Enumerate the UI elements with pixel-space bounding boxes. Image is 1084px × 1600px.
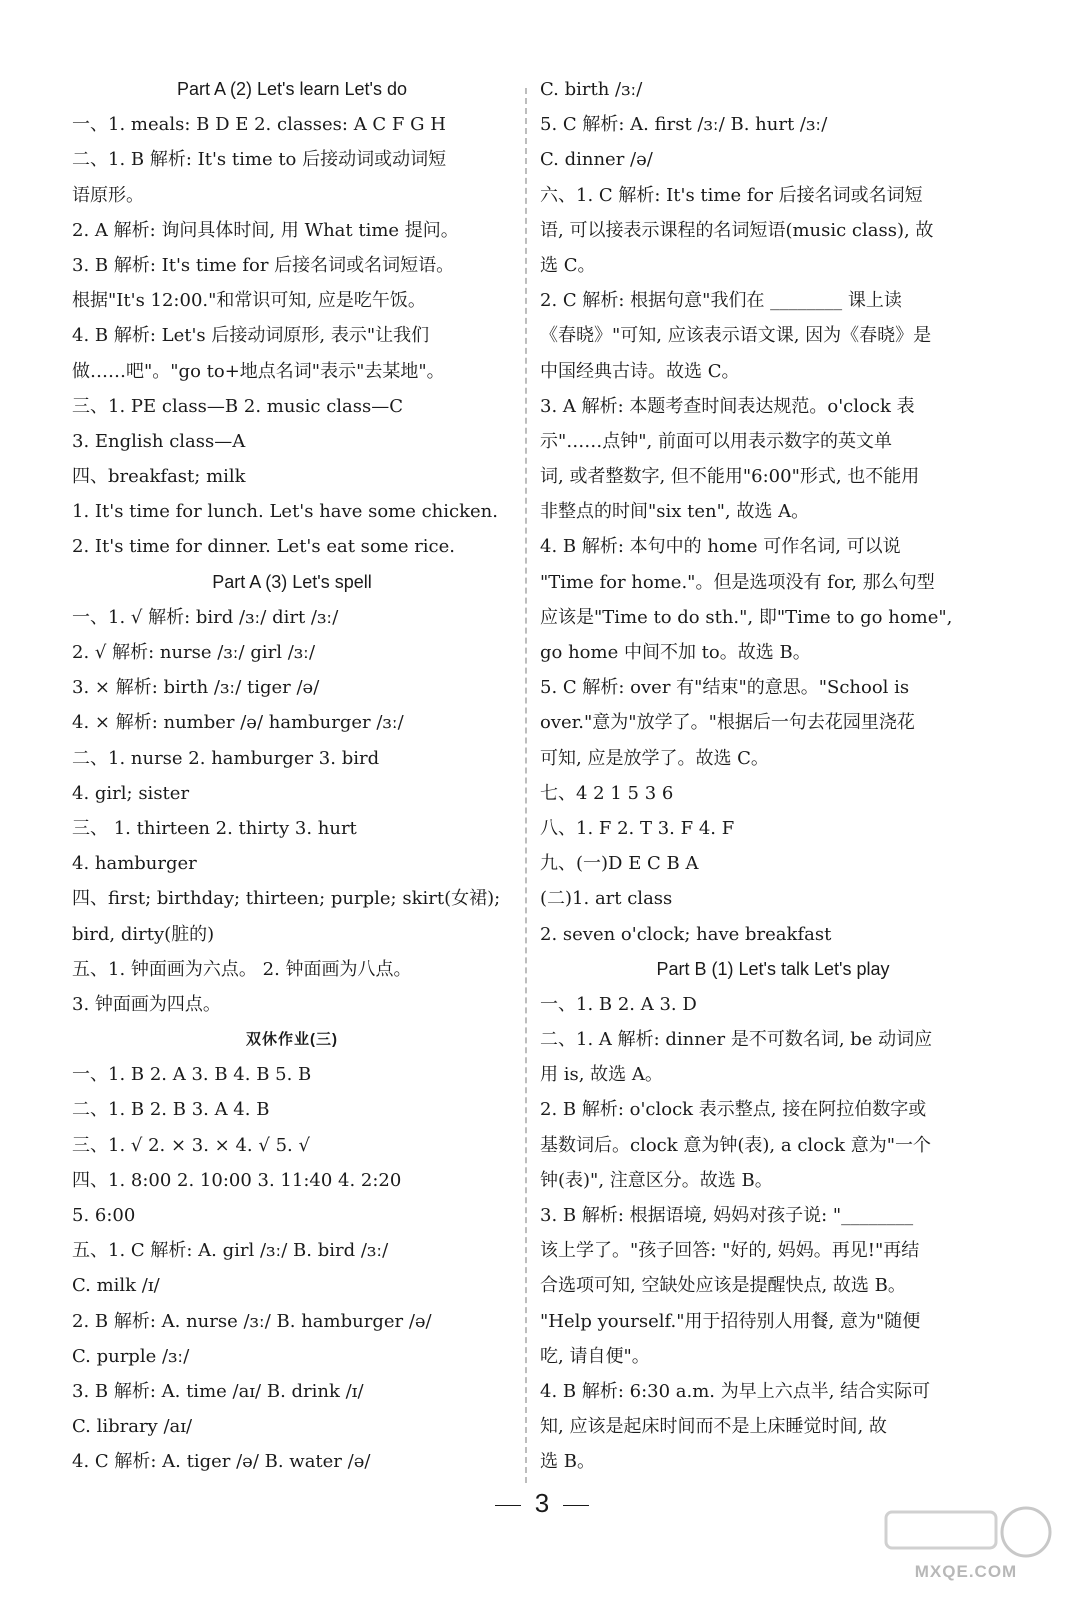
answer-line: go home 中间不加 to。故选 B。 xyxy=(540,642,811,663)
answer-line: 知, 应该是起床时间而不是上床睡觉时间, 故 xyxy=(540,1416,887,1438)
answer-line: 八、1. F 2. T 3. F 4. F xyxy=(540,817,735,839)
answer-line: 三、1. √ 2. × 3. × 4. √ 5. √ xyxy=(72,1134,310,1156)
left-column xyxy=(72,72,512,1480)
answer-line: C. purple /ɜː/ xyxy=(72,1345,190,1367)
answer-line: 应该是"Time to do sth.", 即"Time to go home", xyxy=(540,606,953,628)
answer-line: 选 B。 xyxy=(540,1451,595,1473)
right-column xyxy=(540,72,1006,1480)
answer-line: 七、4 2 1 5 3 6 xyxy=(540,782,674,804)
footer-dash-right xyxy=(563,1505,589,1506)
answer-line: bird, dirty(脏的) xyxy=(72,923,215,945)
answer-line: 3. 钟面画为四点。 xyxy=(72,993,221,1015)
answer-line: 2. It's time for dinner. Let's eat some rice. xyxy=(72,536,456,558)
answer-line: 4. B 解析: Let's 后接动词原形, 表示"让我们 xyxy=(72,325,430,347)
answer-line: 钟(表)", 注意区分。故选 B。 xyxy=(540,1169,773,1191)
answer-line: 三、 1. thirteen 2. thirty 3. hurt xyxy=(72,817,357,839)
answer-line: 四、breakfast; milk xyxy=(72,466,246,488)
answer-line: 3. B 解析: It's time for 后接名词或名词短语。 xyxy=(72,254,455,276)
answer-line: 五、1. 钟面画为六点。 2. 钟面画为八点。 xyxy=(72,958,412,980)
answer-line: 三、1. PE class—B 2. music class—C xyxy=(72,395,404,417)
answer-line: 选 C。 xyxy=(540,254,596,276)
answer-line: 3. A 解析: 本题考查时间表达规范。o'clock 表 xyxy=(540,395,915,417)
answer-line: 一、1. B 2. A 3. D xyxy=(540,993,697,1015)
answer-line: C. milk /ɪ/ xyxy=(72,1275,160,1297)
answer-line: 4. B 解析: 本句中的 home 可作名词, 可以说 xyxy=(540,536,901,558)
answer-line: 吃, 请自便"。 xyxy=(540,1345,650,1367)
answer-line: 4. C 解析: A. tiger /ə/ B. water /ə/ xyxy=(72,1451,371,1473)
answer-line: 四、1. 8:00 2. 10:00 3. 11:40 4. 2:20 xyxy=(72,1169,402,1191)
watermark-logo xyxy=(866,1502,1066,1582)
answer-line: C. dinner /ə/ xyxy=(540,149,653,171)
answer-line: 非整点的时间"six ten", 故选 A。 xyxy=(540,501,810,523)
answer-line: 一、1. √ 解析: bird /ɜː/ dirt /ɜː/ xyxy=(72,606,339,628)
answer-line: "Help yourself."用于招待别人用餐, 意为"随便 xyxy=(540,1310,921,1332)
answer-line: 3. × 解析: birth /ɜː/ tiger /ə/ xyxy=(72,677,320,699)
answer-line: (二)1. art class xyxy=(540,888,673,910)
answer-line: 一、1. B 2. A 3. B 4. B 5. B xyxy=(72,1064,312,1086)
answer-line: 二、1. A 解析: dinner 是不可数名词, be 动词应 xyxy=(540,1029,933,1051)
answer-line: 4. girl; sister xyxy=(72,782,190,804)
answer-line: 四、first; birthday; thirteen; purple; skirt(女裙); xyxy=(72,888,501,910)
answer-line: 根据"It's 12:00."和常识可知, 应是吃午饭。 xyxy=(72,290,426,312)
answer-line: 2. B 解析: o'clock 表示整点, 接在阿拉伯数字或 xyxy=(540,1099,927,1121)
answer-line: 二、1. B 2. B 3. A 4. B xyxy=(72,1099,270,1121)
answer-line: 做……吧"。"go to+地点名词"表示"去某地"。 xyxy=(72,360,445,382)
answer-line: 1. It's time for lunch. Let's have some chicken. xyxy=(72,501,498,523)
answer-line: 一、1. meals: B D E 2. classes: A C F G H xyxy=(72,114,446,136)
answer-line: 示"……点钟", 前面可以用表示数字的英文单 xyxy=(540,430,893,452)
answer-line: 2. √ 解析: nurse /ɜː/ girl /ɜː/ xyxy=(72,642,316,663)
answer-line: 2. B 解析: A. nurse /ɜː/ B. hamburger /ə/ xyxy=(72,1310,432,1332)
answer-line: 5. C 解析: A. first /ɜː/ B. hurt /ɜː/ xyxy=(540,114,828,136)
answer-line: 3. B 解析: 根据语境, 妈妈对孩子说: "________ xyxy=(540,1205,914,1226)
answer-line: over."意为"放学了。"根据后一句去花园里浇花 xyxy=(540,712,915,734)
answer-line: 该上学了。"孩子回答: "好的, 妈妈。再见!"再结 xyxy=(540,1240,920,1262)
answer-line: C. birth /ɜː/ xyxy=(540,79,643,100)
answer-line: 五、1. C 解析: A. girl /ɜː/ B. bird /ɜː/ xyxy=(72,1240,389,1262)
answer-line: 4. B 解析: 6:30 a.m. 为早上六点半, 结合实际可 xyxy=(540,1380,931,1402)
watermark-text: MXQE.COM xyxy=(914,1562,1018,1581)
answer-line: 中国经典古诗。故选 C。 xyxy=(540,360,740,382)
answer-line: 合选项可知, 空缺处应该是提醒快点, 故选 B。 xyxy=(540,1275,906,1297)
answer-line: 用 is, 故选 A。 xyxy=(540,1064,663,1086)
section-heading: 双休作业(三) xyxy=(246,1031,338,1049)
answer-line: 语原形。 xyxy=(72,184,144,206)
answer-line: 《春晓》"可知, 应该表示语文课, 因为《春晓》是 xyxy=(540,325,932,347)
answer-line: 可知, 应是放学了。故选 C。 xyxy=(540,747,769,769)
answer-line: 词, 或者整数字, 但不能用"6:00"形式, 也不能用 xyxy=(540,466,920,488)
answer-line: 基数词后。clock 意为钟(表), a clock 意为"一个 xyxy=(540,1134,931,1156)
answer-line: "Time for home."。但是选项没有 for, 那么句型 xyxy=(540,571,935,593)
section-heading: Part A (2) Let's learn Let's do xyxy=(176,79,407,99)
answer-line: 二、1. B 解析: It's time to 后接动词或动词短 xyxy=(72,149,447,171)
watermark-stamp-icon xyxy=(866,1502,1066,1562)
answer-line: 2. C 解析: 根据句意"我们在 ________ 课上读 xyxy=(540,290,902,312)
answer-line: 二、1. nurse 2. hamburger 3. bird xyxy=(72,747,380,769)
answer-line: 3. B 解析: A. time /aɪ/ B. drink /ɪ/ xyxy=(72,1380,364,1402)
footer-dash-left xyxy=(495,1505,521,1506)
answer-line: C. library /aɪ/ xyxy=(72,1416,193,1438)
answer-line: 5. 6:00 xyxy=(72,1205,136,1226)
answer-line: 4. × 解析: number /ə/ hamburger /ɜː/ xyxy=(72,712,404,734)
answer-line: 语, 可以接表示课程的名词短语(music class), 故 xyxy=(540,219,934,241)
answer-line: 3. English class—A xyxy=(72,430,246,452)
section-heading: Part A (3) Let's spell xyxy=(212,571,372,592)
section-heading: Part B (1) Let's talk Let's play xyxy=(656,958,890,979)
answer-line: 5. C 解析: over 有"结束"的意思。"School is xyxy=(540,677,910,699)
answer-line: 2. seven o'clock; have breakfast xyxy=(540,923,832,945)
answer-line: 六、1. C 解析: It's time for 后接名词或名词短 xyxy=(540,184,923,206)
page-number: 3 xyxy=(534,1488,550,1518)
column-divider xyxy=(525,88,527,1483)
answer-line: 2. A 解析: 询问具体时间, 用 What time 提问。 xyxy=(72,219,459,241)
answer-line: 4. hamburger xyxy=(72,853,197,875)
answer-line: 九、(一)D E C B A xyxy=(540,853,699,875)
